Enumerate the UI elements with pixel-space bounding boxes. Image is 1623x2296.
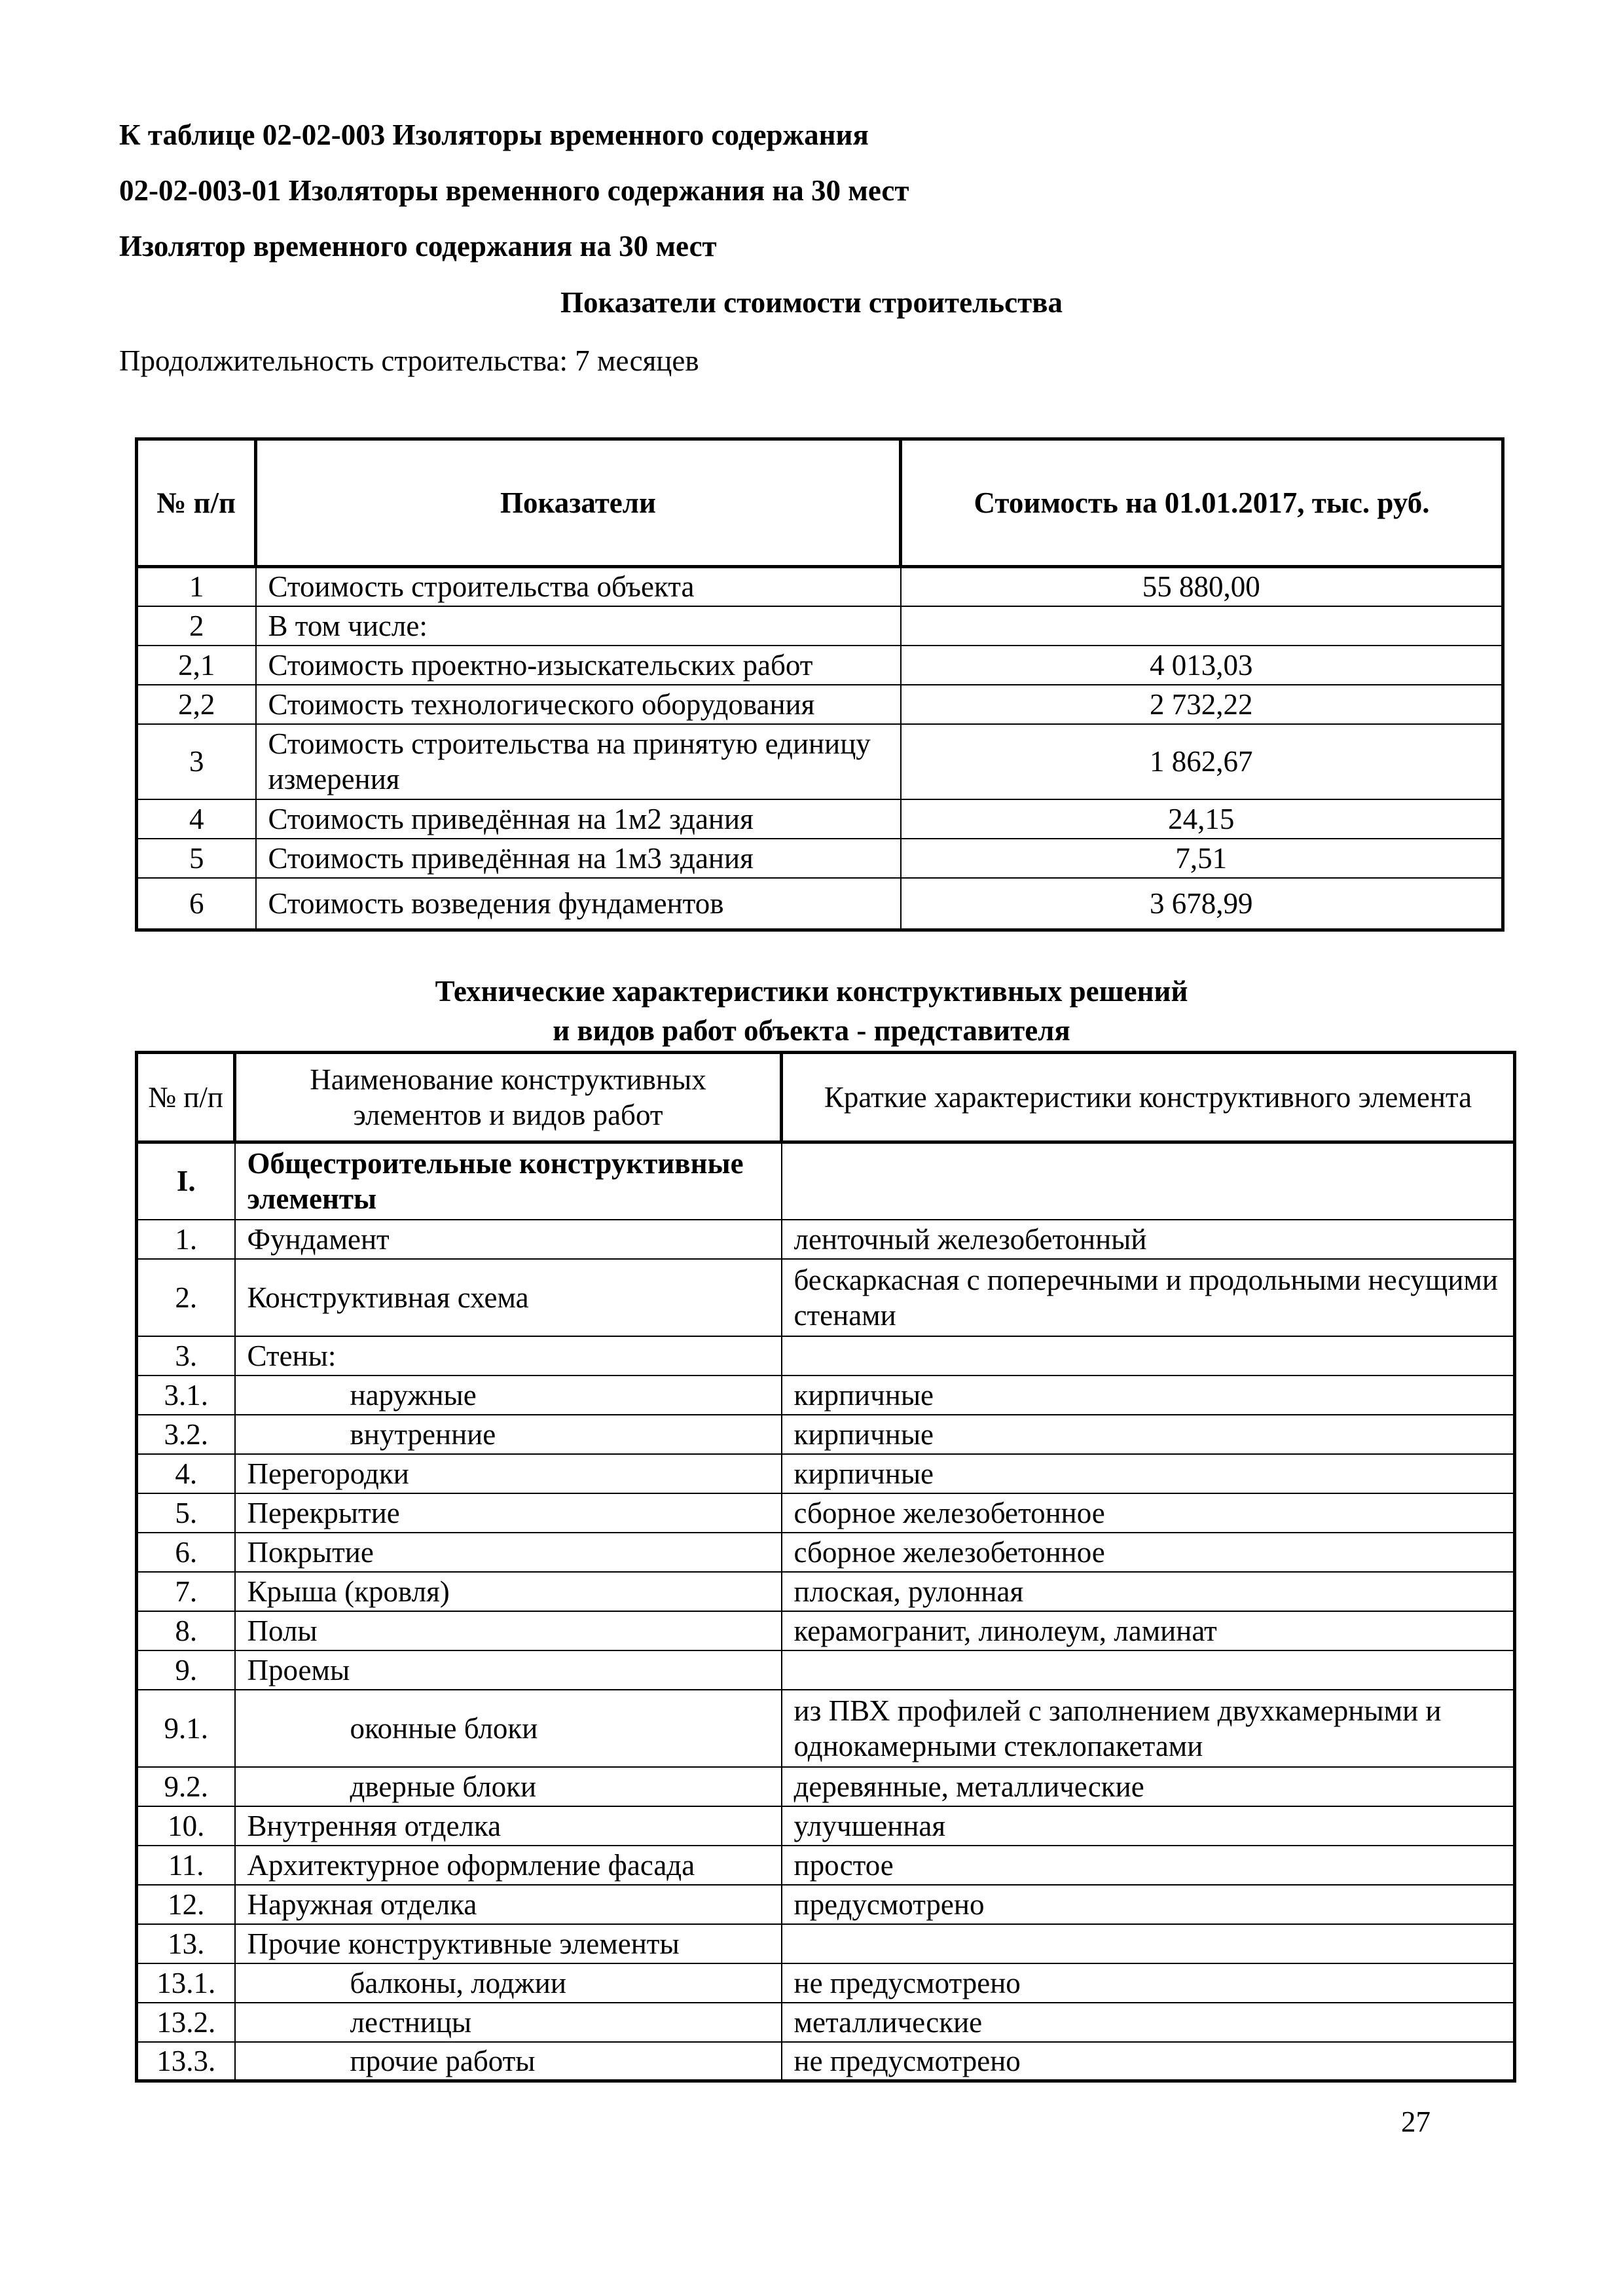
row-num: 3: [137, 724, 256, 799]
cost-section-title: Показатели стоимости строительства: [560, 286, 1063, 319]
row-name: дверные блоки: [235, 1767, 782, 1806]
table-row: [137, 2042, 1515, 2081]
row-num: 2: [137, 606, 256, 646]
table-row: [137, 839, 1503, 878]
row-num: 9.2.: [137, 1767, 235, 1806]
object-heading: Изолятор временного содержания на 30 мест: [119, 230, 717, 263]
row-num: 13.3.: [137, 2042, 235, 2081]
row-num: 3.1.: [137, 1376, 235, 1415]
page-number: 27: [1401, 2105, 1431, 2138]
row-num: 6: [137, 878, 256, 930]
row-desc: кирпичные: [782, 1376, 1515, 1415]
table-row: [137, 1493, 1515, 1533]
table-row: [137, 1846, 1515, 1885]
row-name: Перегородки: [235, 1454, 782, 1493]
row-name: Стоимость строительства на принятую единицу измерения: [256, 724, 901, 799]
table-header-row: [137, 1053, 1515, 1142]
row-name: лестницы: [235, 2003, 782, 2042]
row-value: 1 862,67: [901, 724, 1503, 799]
row-num: 8.: [137, 1611, 235, 1650]
row-name: Стоимость приведённая на 1м3 здания: [256, 839, 901, 878]
table-reference-heading: К таблице 02-02-003 Изоляторы временного содержания: [119, 118, 869, 151]
row-num: 5.: [137, 1493, 235, 1533]
row-desc: деревянные, металлические: [782, 1767, 1515, 1806]
table-row: [137, 1336, 1515, 1376]
table-row: [137, 1650, 1515, 1690]
row-num: 12.: [137, 1885, 235, 1924]
row-value: 4 013,03: [901, 646, 1503, 685]
row-name: Покрытие: [235, 1533, 782, 1572]
row-name: Архитектурное оформление фасада: [235, 1846, 782, 1885]
row-value: 24,15: [901, 799, 1503, 839]
row-value: [901, 606, 1503, 646]
table-row: [137, 1572, 1515, 1611]
table-row: [137, 1454, 1515, 1493]
header-num: № п/п: [137, 1053, 235, 1142]
row-num: 2,2: [137, 685, 256, 724]
table-row: [137, 1376, 1515, 1415]
construction-duration: Продолжительность строительства: 7 месяцев: [119, 344, 699, 377]
row-num: 4: [137, 799, 256, 839]
row-name: Общестроительные конструктивные элементы: [235, 1142, 782, 1220]
row-num: 3.2.: [137, 1415, 235, 1454]
table-row: [137, 878, 1503, 930]
row-name: Проемы: [235, 1650, 782, 1690]
row-num: 10.: [137, 1806, 235, 1846]
row-num: 13.2.: [137, 2003, 235, 2042]
row-name: Внутренняя отделка: [235, 1806, 782, 1846]
table-row: [137, 1963, 1515, 2003]
table-row: [137, 1415, 1515, 1454]
row-num: 6.: [137, 1533, 235, 1572]
table-row: [137, 1533, 1515, 1572]
row-name: наружные: [235, 1376, 782, 1415]
row-desc: кирпичные: [782, 1454, 1515, 1493]
row-num: 2.: [137, 1259, 235, 1336]
row-desc: не предусмотрено: [782, 1963, 1515, 2003]
row-num: 7.: [137, 1572, 235, 1611]
table-row: [137, 1924, 1515, 1963]
table-row: [137, 1767, 1515, 1806]
table-row: [137, 1806, 1515, 1846]
row-num: 1: [137, 567, 256, 606]
table-row: [137, 1259, 1515, 1336]
table-row: [137, 606, 1503, 646]
row-desc: металлические: [782, 2003, 1515, 2042]
row-desc: улучшенная: [782, 1806, 1515, 1846]
table-row: [137, 1690, 1515, 1767]
row-name: Наружная отделка: [235, 1885, 782, 1924]
row-value: 2 732,22: [901, 685, 1503, 724]
row-name: Стоимость приведённая на 1м2 здания: [256, 799, 901, 839]
header-cost: Стоимость на 01.01.2017, тыс. руб.: [901, 439, 1503, 567]
row-desc: предусмотрено: [782, 1885, 1515, 1924]
row-name: балконы, лоджии: [235, 1963, 782, 2003]
row-num: 2,1: [137, 646, 256, 685]
row-desc: [782, 1924, 1515, 1963]
row-num: 9.: [137, 1650, 235, 1690]
row-desc: простое: [782, 1846, 1515, 1885]
table-row: [137, 724, 1503, 799]
row-name: Перекрытие: [235, 1493, 782, 1533]
row-num: 3.: [137, 1336, 235, 1376]
row-name: Прочие конструктивные элементы: [235, 1924, 782, 1963]
row-name: Полы: [235, 1611, 782, 1650]
header-element-name: Наименование конструктивных элементов и видов работ: [235, 1053, 782, 1142]
header-characteristics: Краткие характеристики конструктивного элемента: [782, 1053, 1515, 1142]
row-num: I.: [137, 1142, 235, 1220]
row-desc: сборное железобетонное: [782, 1533, 1515, 1572]
tech-section-title-line2: и видов работ объекта - представителя: [553, 1014, 1070, 1047]
subsection-heading: 02-02-003-01 Изоляторы временного содержания на 30 мест: [119, 174, 909, 207]
row-desc: сборное железобетонное: [782, 1493, 1515, 1533]
row-name: Стоимость возведения фундаментов: [256, 878, 901, 930]
row-num: 4.: [137, 1454, 235, 1493]
table-header-row: [137, 439, 1503, 567]
row-value: 55 880,00: [901, 567, 1503, 606]
tech-section-title-line1: Технические характеристики конструктивных решений: [435, 975, 1188, 1008]
row-num: 13.: [137, 1924, 235, 1963]
row-name: Стоимость строительства объекта: [256, 567, 901, 606]
row-name: оконные блоки: [235, 1690, 782, 1767]
row-name: Фундамент: [235, 1220, 782, 1259]
table-row: [137, 685, 1503, 724]
row-desc: [782, 1142, 1515, 1220]
row-desc: керамогранит, линолеум, ламинат: [782, 1611, 1515, 1650]
row-desc: из ПВХ профилей с заполнением двухкамерными и однокамерными стеклопакетами: [782, 1690, 1515, 1767]
row-num: 5: [137, 839, 256, 878]
row-name: Стоимость проектно-изыскательских работ: [256, 646, 901, 685]
row-desc: кирпичные: [782, 1415, 1515, 1454]
row-num: 13.1.: [137, 1963, 235, 2003]
row-name: внутренние: [235, 1415, 782, 1454]
row-num: 1.: [137, 1220, 235, 1259]
row-name: прочие работы: [235, 2042, 782, 2081]
row-desc: [782, 1650, 1515, 1690]
table-row: [137, 1611, 1515, 1650]
row-desc: бескаркасная с поперечными и продольными несущими стенами: [782, 1259, 1515, 1336]
row-name: Крыша (кровля): [235, 1572, 782, 1611]
technical-characteristics-table: [135, 1051, 1516, 2083]
row-value: 7,51: [901, 839, 1503, 878]
row-name: Конструктивная схема: [235, 1259, 782, 1336]
row-num: 11.: [137, 1846, 235, 1885]
row-desc: ленточный железобетонный: [782, 1220, 1515, 1259]
table-row: [137, 1220, 1515, 1259]
header-num: № п/п: [137, 439, 256, 567]
header-indicators: Показатели: [256, 439, 901, 567]
table-row: [137, 1885, 1515, 1924]
table-row: [137, 2003, 1515, 2042]
row-value: 3 678,99: [901, 878, 1503, 930]
row-name: В том числе:: [256, 606, 901, 646]
cost-indicators-table: [135, 437, 1504, 932]
row-desc: не предусмотрено: [782, 2042, 1515, 2081]
table-row: [137, 567, 1503, 606]
table-row: [137, 1142, 1515, 1220]
row-name: Стены:: [235, 1336, 782, 1376]
row-desc: [782, 1336, 1515, 1376]
table-row: [137, 646, 1503, 685]
row-desc: плоская, рулонная: [782, 1572, 1515, 1611]
table-row: [137, 799, 1503, 839]
row-num: 9.1.: [137, 1690, 235, 1767]
row-name: Стоимость технологического оборудования: [256, 685, 901, 724]
